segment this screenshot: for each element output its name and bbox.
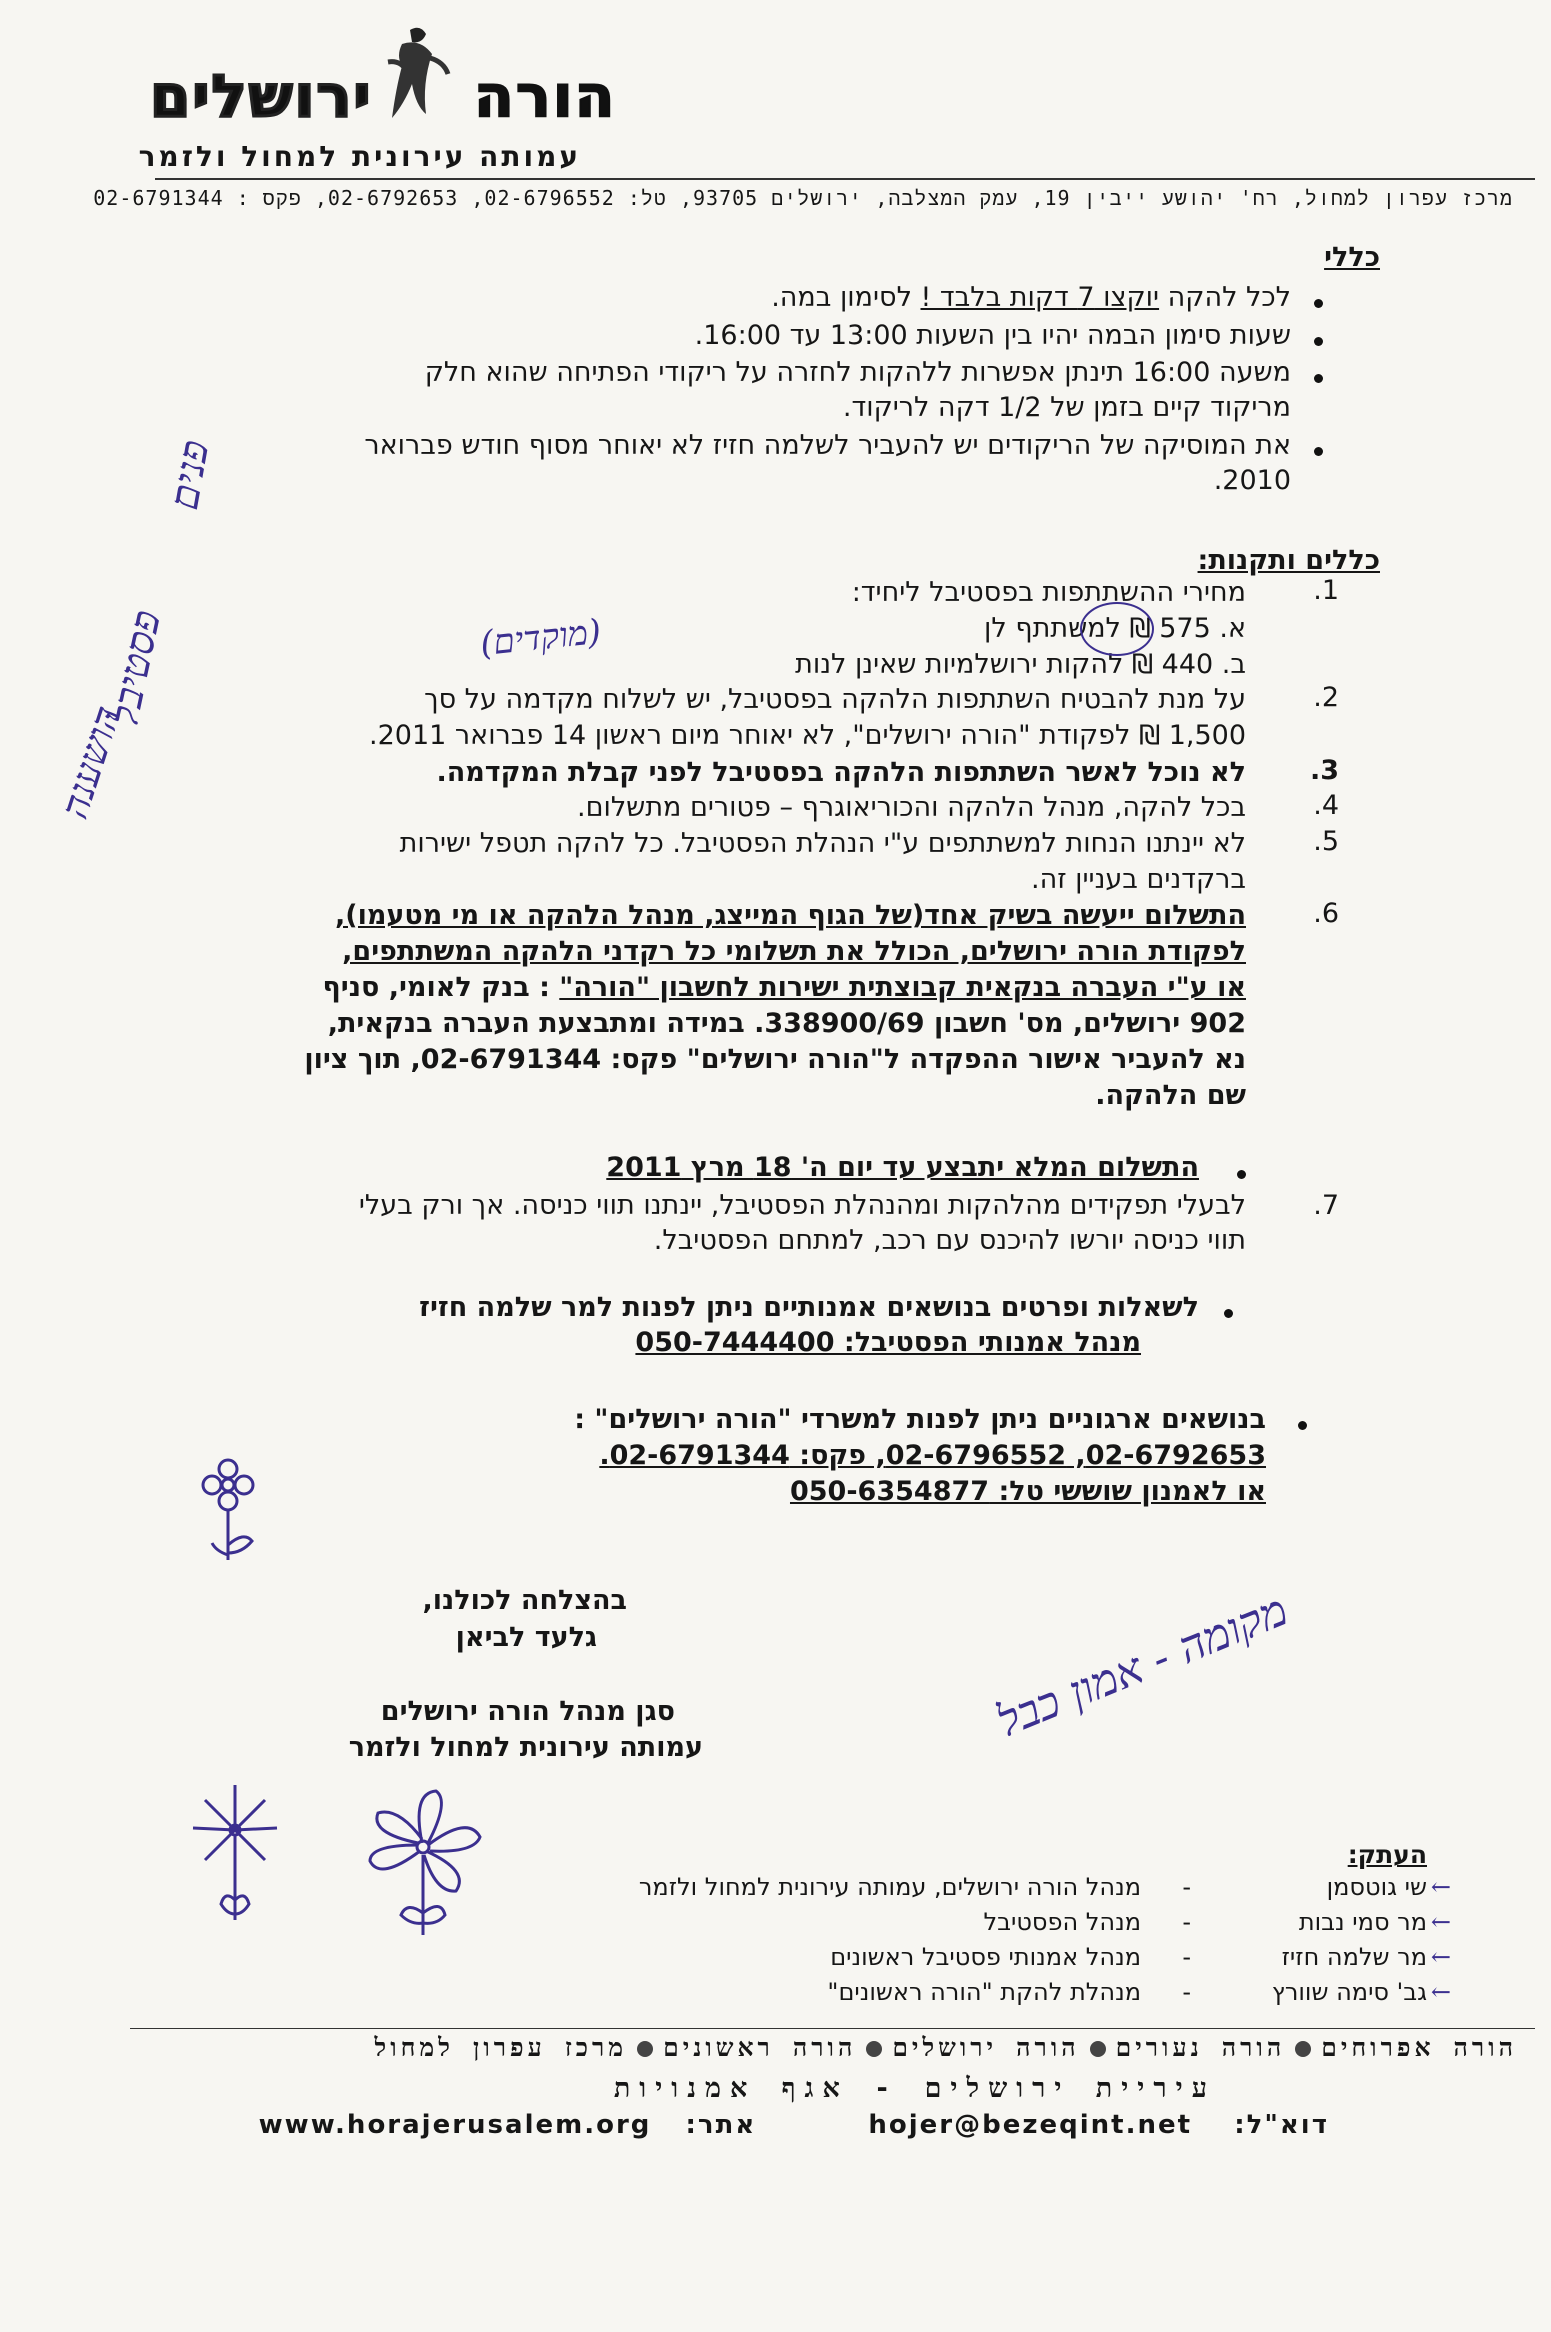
general-line [364, 428, 1291, 463]
bullet [1314, 337, 1323, 346]
general-line [425, 355, 1291, 390]
footer-org: הורה ראשונים [663, 2033, 857, 2062]
office-phones: 02-6792653, 02-6796552, פקס: 02-6791344. [599, 1440, 1266, 1471]
footer-contact [259, 2110, 1329, 2140]
cc-heading: העתק: [1347, 1840, 1427, 1869]
handwritten-arrow-icon: ← [1430, 1908, 1451, 1936]
text-run: ב. 440 ₪ להקות ירושלמיות שאינן לנות [795, 649, 1246, 680]
flower-doodle-icon [360, 1785, 490, 1945]
amnon-phone: או לאמנון שוששי טל: 050-6354877 [789, 1476, 1266, 1507]
site-label: אתר: [685, 2110, 757, 2140]
rules-line [342, 934, 1246, 969]
rules-line [852, 575, 1246, 610]
handwritten-right-note: מקומה - אמון כבל [990, 1584, 1295, 1748]
footer-municipality: עיריית ירושלים - אגף אמנויות [613, 2073, 1216, 2104]
logo-text-hora: הורה [474, 62, 617, 130]
text-run: שם הלהקה. [1095, 1080, 1246, 1111]
text-run: מחירי ההשתתפות בפסטיבל ליחיד: [851, 577, 1246, 608]
item-number: 6. [1313, 898, 1339, 929]
text-run: נא להעביר אישור ההפקדה ל"הורה ירושלים" פקס: 02-6791344, תוך ציון [304, 1044, 1246, 1075]
dot-separator-icon [1090, 2041, 1106, 2057]
bullet [1237, 1170, 1246, 1179]
closing-wish: בהצלחה לכולנו, [422, 1585, 627, 1616]
artistic-contact-line: לשאלות ופרטים בנושאים אמנותיים ניתן לפנות למר שלמה חזיז [419, 1292, 1199, 1323]
signer-title: סגן מנהל הורה ירושלים [380, 1696, 675, 1727]
rules-line [335, 898, 1246, 933]
cc-role: מנהל אמנותי פסטיבל ראשונים [830, 1943, 1141, 1971]
dancers-logo-icon [358, 22, 468, 132]
cc-dash: - [1182, 1873, 1191, 1901]
general-line [1214, 463, 1291, 498]
dot-separator-icon [1295, 2041, 1311, 2057]
dot-separator-icon [866, 2041, 882, 2057]
text-run: 2010. [1213, 465, 1291, 496]
cc-role: מנהל הורה ירושלים, עמותה עירונית למחול ולזמר [638, 1873, 1141, 1901]
text-run: או ע"י העברה בנקאית קבוצתית ישירות לחשבון "הורה" [559, 972, 1246, 1003]
cc-name: מר סמי נבות [1298, 1908, 1427, 1936]
artistic-director-phone: מנהל אמנותי הפסטיבל: 050-7444400 [635, 1327, 1141, 1358]
bullet [1224, 1309, 1233, 1318]
footer-org: הורה אפרוחים [1321, 2033, 1517, 2062]
cc-dash: - [1182, 1978, 1191, 2006]
rules-line [323, 970, 1246, 1005]
logo-text-jerusalem: ירושלים [150, 62, 373, 130]
text-run: לא יינתנו הנחות למשתתפים ע"י הנהלת הפסטיבל. כל להקה תטפל ישירות [399, 828, 1246, 859]
rules-line [304, 1042, 1246, 1077]
footer-divider [130, 2028, 1535, 2029]
text-run: שעות סימון הבמה יהיו בין השעות 13:00 עד 16:00. [694, 320, 1291, 351]
rules-line [577, 790, 1246, 825]
general-line [695, 318, 1291, 353]
item7-line-1: לבעלי תפקידים מהלהקות ומהנהלת הפסטיבל, יינתנו תווי כניסה. אך ורק בעלי [358, 1190, 1246, 1221]
cc-name: מר שלמה חזיז [1281, 1943, 1427, 1971]
header-divider [155, 178, 1535, 180]
handwritten-circle [1080, 602, 1154, 656]
general-line [771, 280, 1291, 315]
text-run: יוקצו 7 דקות בלבד ! [920, 282, 1160, 313]
association-name: עמותה עירונית למחול ולזמר [138, 140, 581, 173]
rules-line [1031, 862, 1246, 897]
bullet [1314, 299, 1323, 308]
cc-dash: - [1182, 1943, 1191, 1971]
rules-line [424, 682, 1246, 717]
cc-role: מנהלת להקת "הורה ראשונים" [827, 1978, 1141, 2006]
flower-doodle-icon [188, 1455, 268, 1575]
org-contact-line: בנושאים ארגוניים ניתן לפנות למשרדי "הורה ירושלים" : [574, 1404, 1266, 1435]
signer-organization: עמותה עירונית למחול ולזמר [348, 1732, 703, 1763]
text-run: לפקודת הורה ירושלים, הכולל את תשלומי כל רקדני הלהקה המשתתפים, [342, 936, 1246, 967]
item-number: 4. [1313, 790, 1339, 821]
bullet [1314, 374, 1323, 383]
footer-orgs [375, 2033, 1517, 2063]
handwritten-arrow-icon: ← [1430, 1978, 1451, 2006]
footer-org: הורה נעורים [1115, 2033, 1286, 2062]
rules-line [795, 647, 1246, 682]
item-number: 2. [1313, 682, 1339, 713]
rules-line [436, 755, 1246, 790]
footer-org: מרכז עפרון למחול [374, 2033, 628, 2062]
handwritten-margin-note-3: הושענה [52, 700, 130, 824]
bullet [1298, 1421, 1307, 1430]
general-heading: כללי [1324, 242, 1380, 273]
item-number: 7. [1313, 1190, 1339, 1221]
handwritten-margin-note-1: פנים [160, 436, 219, 514]
rules-heading: כללים ותקנות: [1197, 545, 1380, 576]
text-run: מריקוד קיים בזמן של 1/2 דקה לריקוד. [842, 392, 1291, 423]
full-payment-deadline: התשלום המלא יתבצע עד יום ה' 18 מרץ 2011 [606, 1152, 1199, 1183]
handwritten-margin-note-2: פסטיבל [100, 606, 171, 730]
text-run: לסימון במה. [771, 282, 921, 313]
bullet [1314, 447, 1323, 456]
general-line [843, 390, 1291, 425]
cc-name: גב' סימה שוורץ [1271, 1978, 1427, 2006]
handwritten-bracket-note: (מוקדים) [478, 611, 604, 665]
email-label: דוא"ל: [1234, 2110, 1329, 2140]
text-run: ברקדנים בעניין זה. [1031, 864, 1246, 895]
signer-name: גלעד לביאן [455, 1622, 597, 1653]
text-run: את המוסיקה של הריקודים יש להעביר לשלמה חזיז לא יאוחר מסוף חודש פברואר [364, 430, 1291, 461]
flower-doodle-icon [185, 1780, 285, 1930]
text-run: על מנת להבטיח השתתפות הלהקה בפסטיבל, יש לשלוח מקדמה על סך [424, 684, 1246, 715]
text-run: בכל להקה, מנהל הלהקה והכוריאוגרף – פטורים מתשלום. [576, 792, 1246, 823]
text-run: התשלום ייעשה בשיק אחד(של הגוף המייצג, מנהל הלהקה או מי מטעמו), [335, 900, 1246, 931]
rules-line [369, 718, 1246, 753]
item7-line-2: תווי כניסה יורשו להיכנס עם רכב, למתחם הפסטיבל. [653, 1225, 1246, 1256]
handwritten-arrow-icon: ← [1430, 1873, 1451, 1901]
dot-separator-icon [637, 2041, 653, 2057]
item-number: 5. [1313, 826, 1339, 857]
handwritten-arrow-icon: ← [1430, 1943, 1451, 1971]
text-run: : בנק לאומי, סניף [322, 972, 560, 1003]
text-run: משעה 16:00 תינתן אפשרות ללהקות לחזרה על ריקודי הפתיחה שהוא חלק [424, 357, 1291, 388]
rules-line [1095, 1078, 1246, 1113]
cc-dash: - [1182, 1908, 1191, 1936]
text-run: לא נוכל לאשר השתתפות הלהקה בפסטיבל לפני קבלת המקדמה. [436, 757, 1246, 788]
cc-role: מנהל הפסטיבל [983, 1908, 1141, 1936]
item-number: 1. [1313, 575, 1339, 606]
text-run: א. 575 ₪ למשתתף לן [984, 613, 1246, 644]
cc-name: שי גוטסמן [1326, 1873, 1427, 1901]
rules-line [400, 826, 1246, 861]
site-link[interactable]: www.horajerusalem.org [258, 2110, 652, 2140]
header-address: מרכז עפרון למחול, רח' יהושע ייבין 19, עמק המצלבה, ירושלים 93705, טל: 02-6796552, 02-6792653, פקס : 02-6791344 [93, 186, 1513, 210]
email-link[interactable]: hojer@bezeqint.net [868, 2110, 1193, 2140]
text-run: 1,500 ₪ לפקודת "הורה ירושלים", לא יאוחר מיום ראשון 14 פברואר 2011. [369, 720, 1246, 751]
text-run: 902 ירושלים, מס' חשבון 338900/69. במידה ומתבצעת העברה בנקאית, [327, 1008, 1246, 1039]
footer-org: הורה ירושלים [892, 2033, 1080, 2062]
text-run: לכל להקה [1159, 282, 1291, 313]
item-number: 3. [1309, 755, 1339, 786]
rules-line [328, 1006, 1246, 1041]
